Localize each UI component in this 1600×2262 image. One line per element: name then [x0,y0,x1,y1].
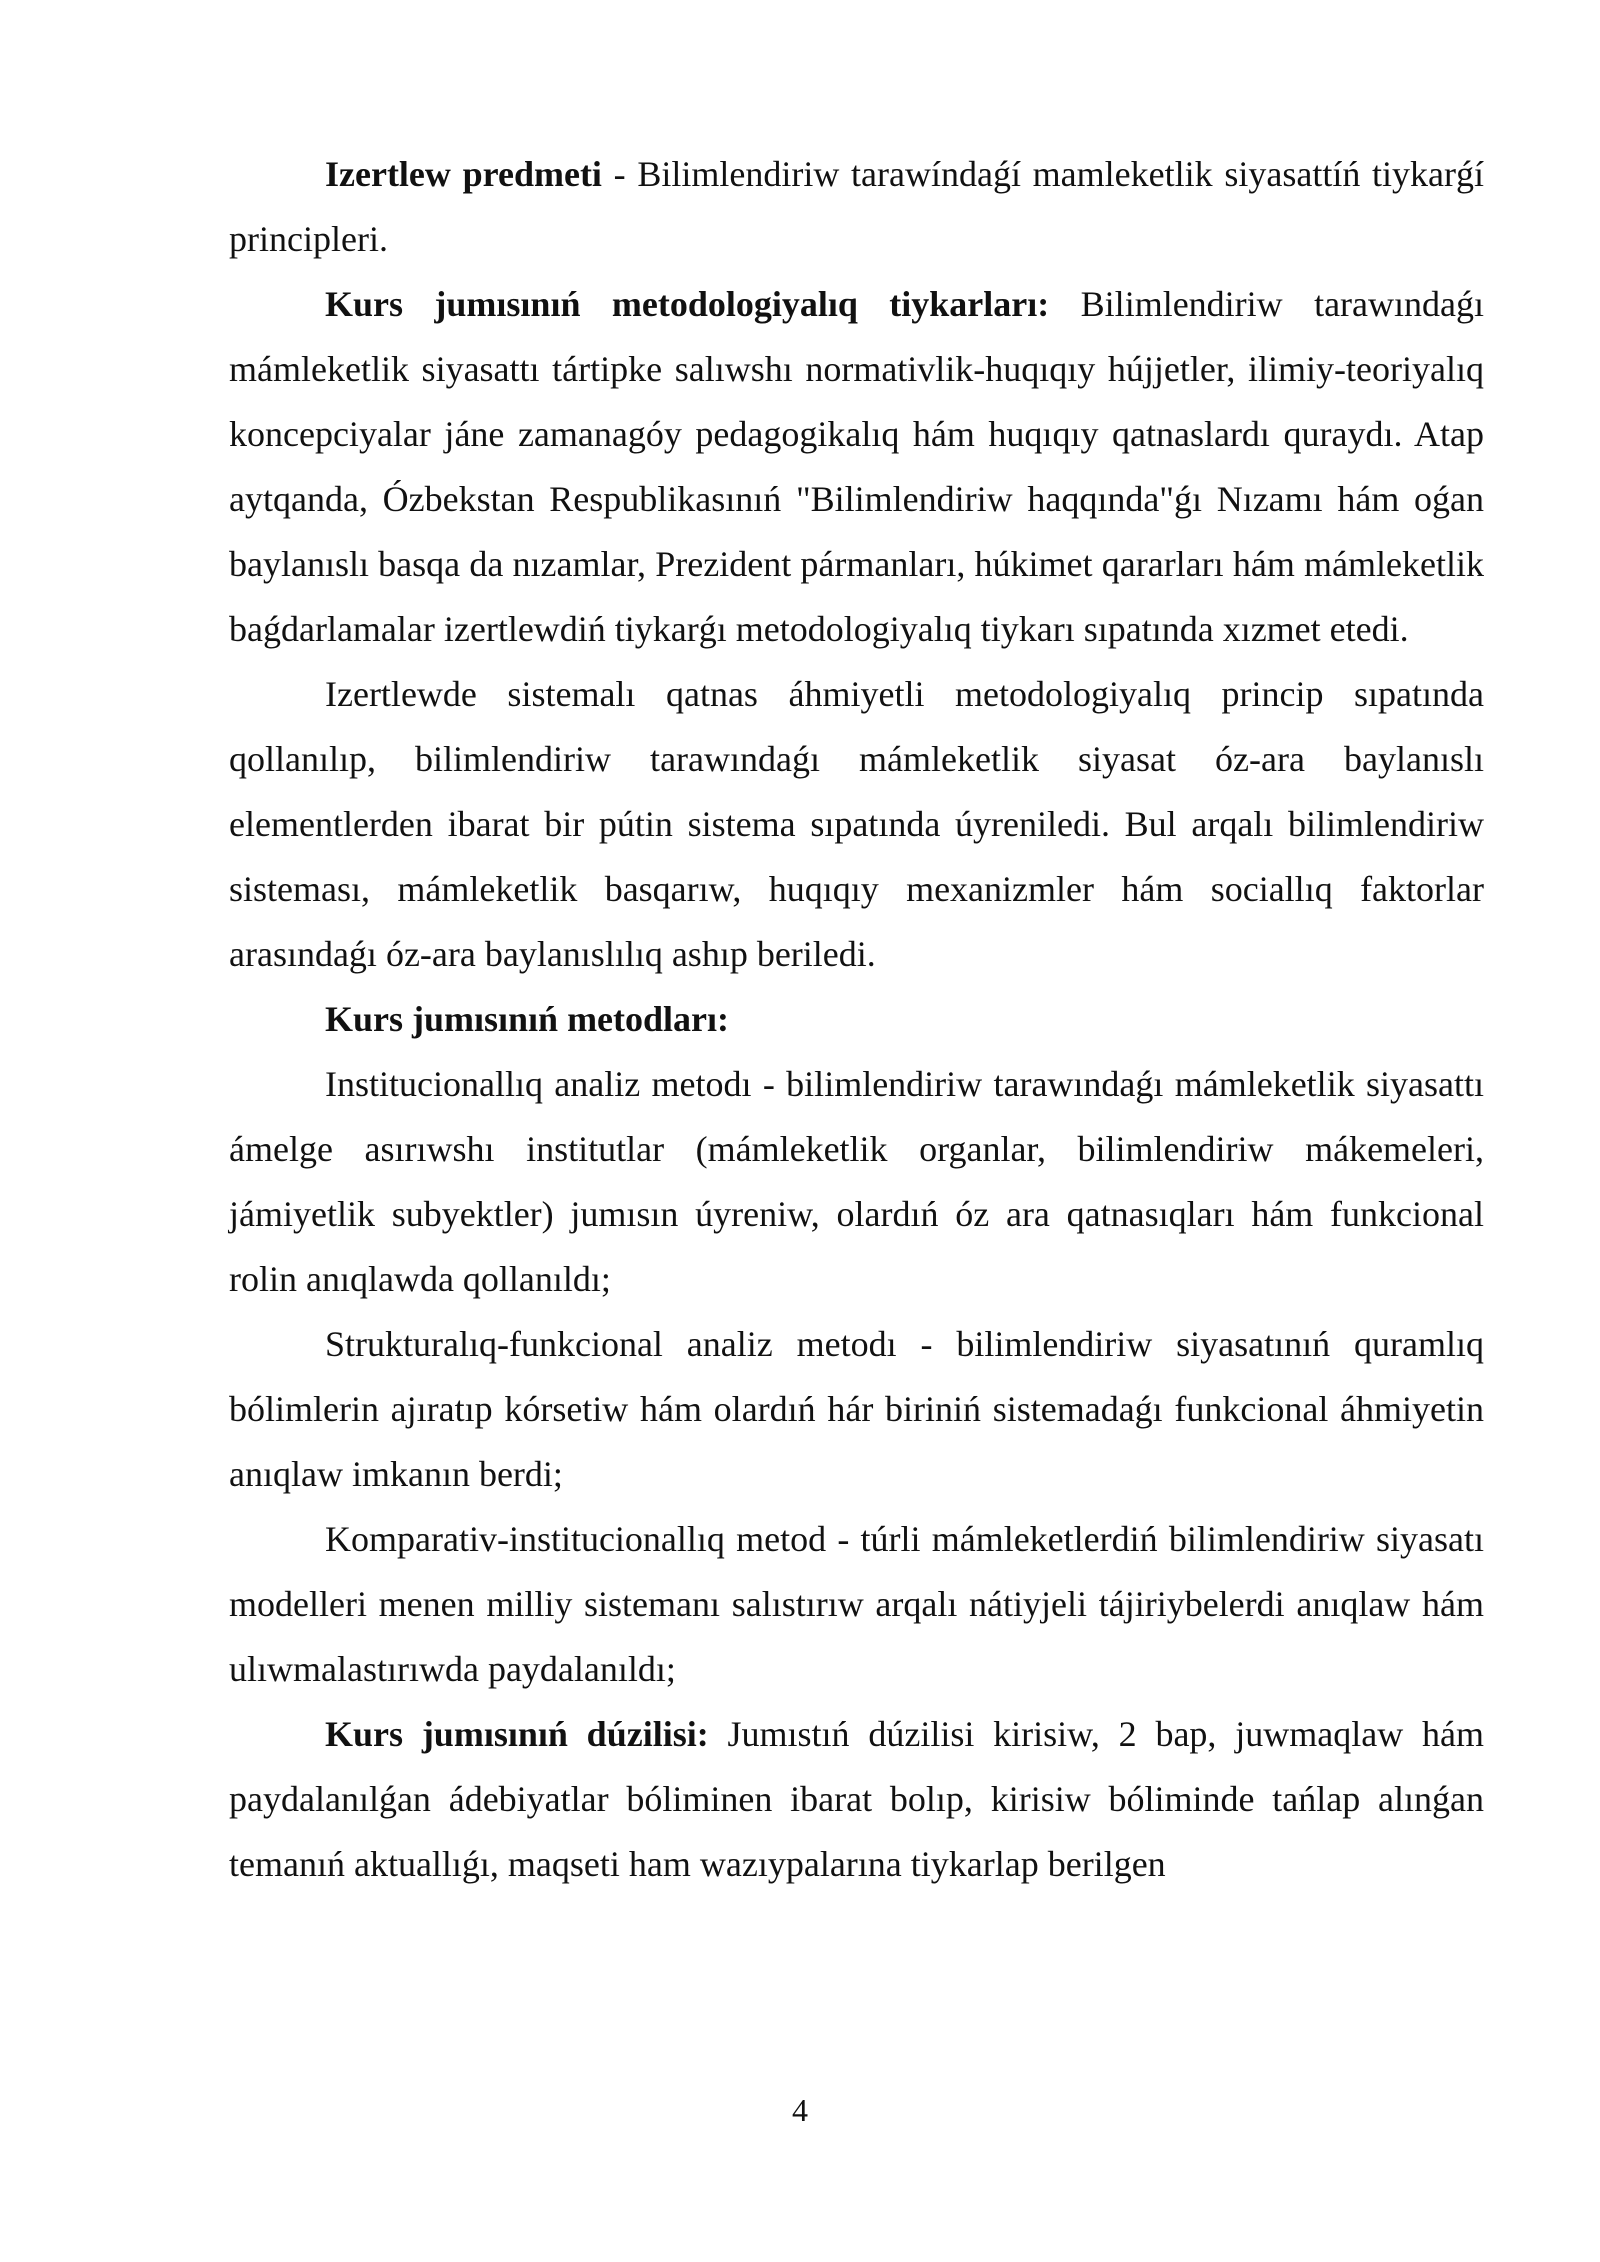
paragraph-text: Izertlewde sistemalı qatnas áhmiyetli metodologiyalıq princip sıpatında qollanılıp, bilimlendiriw tarawındaǵı mámleketlik siyasat óz-ara baylanıslı elementlerden ibarat bir pútin sistema sıpatında úyreniledi. Bul arqalı bilimlendiriw sisteması, mámleketlik basqarıw, huqıqıy mexanizmler hám sociallıq faktorlar arasındaǵı óz-ara baylanıslılıq ashıp beriledi. [229,674,1484,974]
paragraph-methodological-basis [229,272,1484,662]
paragraph-comparative-method [229,1507,1484,1702]
page-number: 4 [792,2092,808,2128]
paragraph-institutional-analysis [229,1052,1484,1312]
paragraph-lead: Kurs jumısınıń dúzilisi: [325,1714,709,1754]
paragraph-lead: Izertlew predmeti [325,154,602,194]
section-heading-methods [229,987,1484,1052]
paragraph-structure [229,1702,1484,1897]
paragraph-text: Jumıstıń dúzilisi kirisiw, 2 bap, juwmaqlaw hám paydalanılǵan ádebiyatlar bóliminen ibarat bolıp, kirisiw bóliminde tańlap alınǵan temanıń aktuallıǵı, maqseti ham wazıypalarına tiykarlap berilgen [229,1714,1484,1884]
document-body [229,142,1484,1897]
paragraph-research-subject [229,142,1484,272]
heading-text: Kurs jumısınıń metodları: [325,999,730,1039]
paragraph-text: Strukturalıq-funkcional analiz metodı - bilimlendiriw siyasatınıń quramlıq bólimlerin ajıratıp kórsetiw hám olardıń hár biriniń sistemadaǵı funkcional áhmiyetin anıqlaw imkanın berdi; [229,1324,1484,1494]
paragraph-text: Institucionallıq analiz metodı - bilimlendiriw tarawındaǵı mámleketlik siyasattı ámelge asırıwshı institutlar (mámleketlik organlar, bilimlendiriw mákemeleri, jámiyetlik subyektler) jumısın úyreniw, olardıń óz ara qatnasıqları hám funkcional rolin anıqlawda qollanıldı; [229,1064,1484,1299]
paragraph-systems-approach [229,662,1484,987]
paragraph-structural-functional-analysis [229,1312,1484,1507]
paragraph-lead: Kurs jumısınıń metodologiyalıq tiykarları: [325,284,1050,324]
paragraph-text: - Bilimlendiriw tarawíndaǵí mamleketlik siyasattíń tiykarǵí principleri. [229,154,1485,259]
paragraph-text: Komparativ-institucionallıq metod - túrli mámleketlerdiń bilimlendiriw siyasatı modelleri menen milliy sistemanı salıstırıw arqalı nátiyjeli tájiriybelerdi anıqlaw hám ulıwmalastırıwda paydalanıldı; [229,1519,1484,1689]
paragraph-text: Bilimlendiriw tarawındaǵı mámleketlik siyasattı tártipke salıwshı normativlik-huqıqıy hújjetler, ilimiy-teoriyalıq koncepciyalar jáne zamanagóy pedagogikalıq hám huqıqıy qatnaslardı quraydı. Atap aytqanda, Ózbekstan Respublikasınıń "Bilimlendiriw haqqında"ǵı Nızamı hám oǵan baylanıslı basqa da nızamlar, Prezident pármanları, húkimet qararları hám mámleketlik baǵdarlamalar izertlewdiń tiykarǵı metodologiyalıq tiykarı sıpatında xızmet etedi. [229,284,1484,649]
